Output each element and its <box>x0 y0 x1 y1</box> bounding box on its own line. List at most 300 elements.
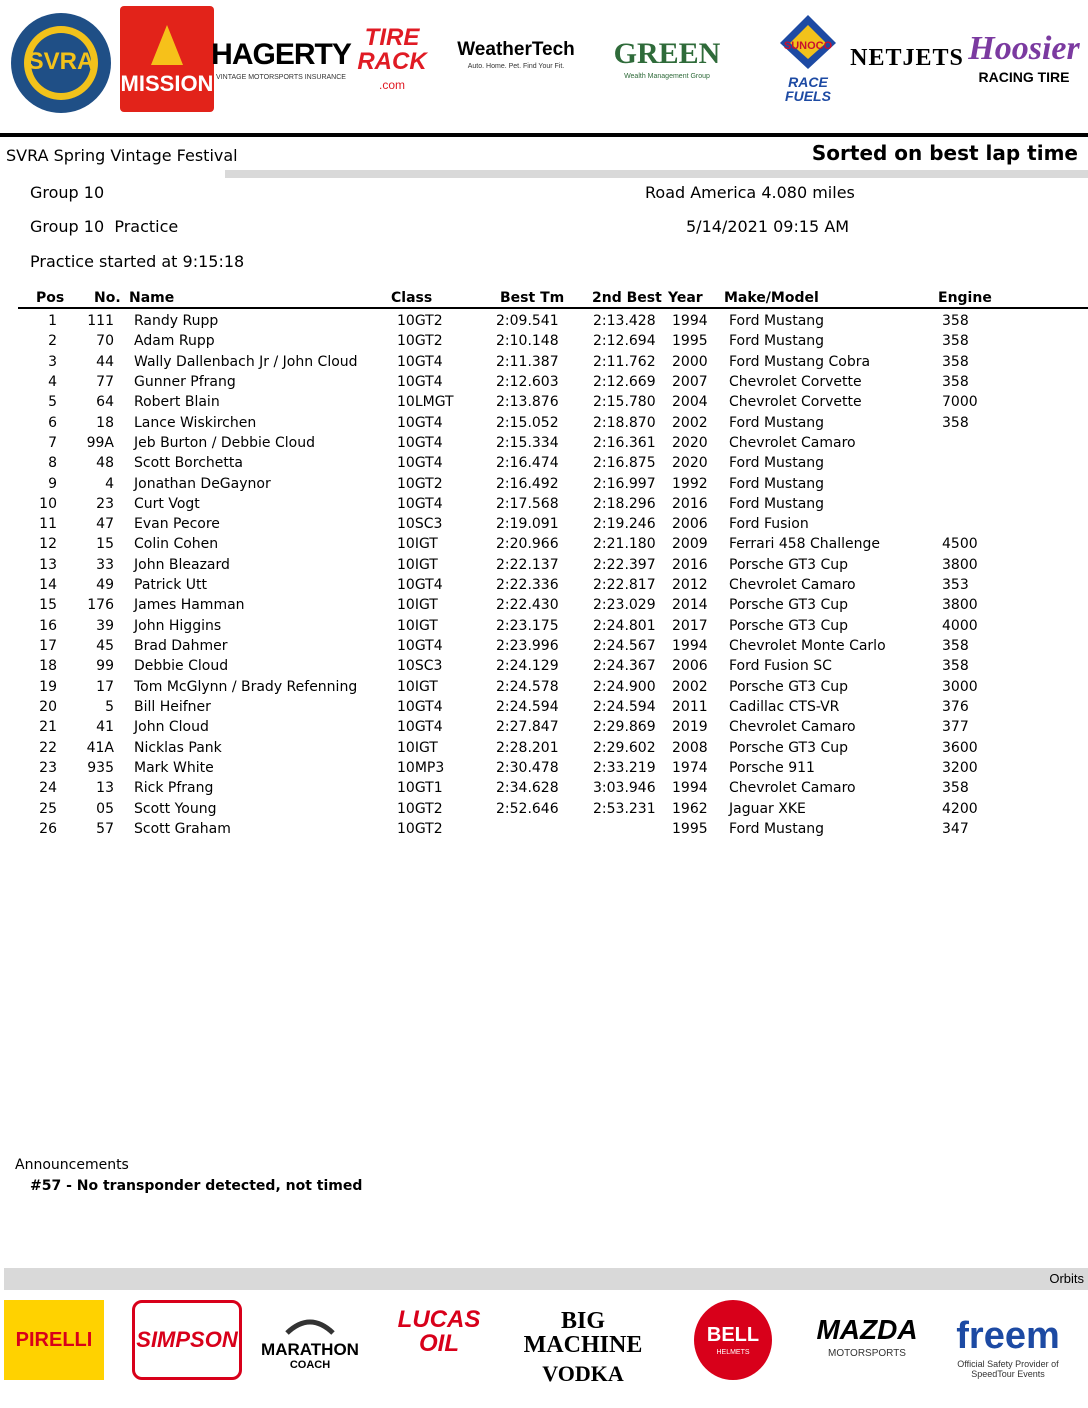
cell-best-time: 2:22.430 <box>496 597 559 614</box>
cell-pos: 16 <box>39 617 57 634</box>
table-row <box>0 738 1088 758</box>
cell-pos: 21 <box>39 719 57 736</box>
marathon-logo-caption: COACH <box>289 1359 331 1371</box>
cell-year: 2000 <box>672 353 708 370</box>
marathon-logo <box>252 1298 368 1388</box>
cell-make-model: Ferrari 458 Challenge <box>729 536 881 553</box>
cell-second-best: 2:19.246 <box>593 516 656 533</box>
cell-second-best: 2:24.567 <box>593 638 656 654</box>
cell-class: 10IGT <box>397 597 438 614</box>
table-row <box>0 717 1088 737</box>
cell-car-number: 41A <box>86 739 114 756</box>
announcements-heading: Announcements <box>15 1157 129 1173</box>
table-row <box>0 331 1088 351</box>
cell-make-model: Chevrolet Camaro <box>729 434 856 451</box>
cell-pos: 22 <box>39 739 57 756</box>
cell-driver-name: John Bleazard <box>134 556 230 573</box>
table-row <box>0 413 1088 433</box>
cell-second-best: 2:15.780 <box>593 394 656 411</box>
cell-class: 10GT4 <box>397 638 443 654</box>
cell-pos: 10 <box>39 495 57 512</box>
cell-engine: 358 <box>942 638 969 654</box>
cell-pos: 20 <box>39 698 57 715</box>
cell-pos: 8 <box>48 455 57 472</box>
cell-best-time: 2:22.137 <box>496 556 559 573</box>
cell-driver-name: Scott Young <box>134 800 217 817</box>
cell-car-number: 15 <box>96 536 114 553</box>
sort-label: Sorted on best lap time <box>811 141 1078 165</box>
table-row <box>0 575 1088 595</box>
cell-pos: 13 <box>39 556 57 573</box>
cell-driver-name: Rick Pfrang <box>134 780 214 797</box>
cell-pos: 5 <box>48 394 57 411</box>
cell-best-time: 2:30.478 <box>496 759 559 776</box>
tirerack-logo-caption: .com <box>378 78 405 92</box>
table-row <box>0 758 1088 778</box>
cell-driver-name: Brad Dahmer <box>134 638 228 654</box>
track-name: Road America 4.080 miles <box>645 183 855 202</box>
cell-best-time: 2:15.052 <box>496 414 559 431</box>
cell-second-best: 2:24.594 <box>593 698 656 715</box>
col-header-name: Name <box>129 290 175 306</box>
cell-car-number: 05 <box>96 800 114 817</box>
cell-car-number: 33 <box>96 556 114 573</box>
netjets-logo <box>850 8 964 108</box>
cell-driver-name: Evan Pecore <box>134 516 220 533</box>
col-header-engine: Engine <box>938 290 992 306</box>
table-row <box>0 311 1088 331</box>
table-row <box>0 799 1088 819</box>
cell-engine: 4000 <box>942 617 978 634</box>
cell-make-model: Chevrolet Corvette <box>729 373 862 390</box>
lucasoil-logo <box>380 1302 498 1362</box>
cell-year: 1995 <box>672 820 708 837</box>
table-row <box>0 433 1088 453</box>
cell-year: 1994 <box>672 780 708 797</box>
hagerty-logo <box>211 10 351 110</box>
cell-driver-name: Bill Heifner <box>134 698 211 715</box>
cell-pos: 18 <box>39 658 57 675</box>
cell-make-model: Ford Mustang <box>729 313 825 329</box>
cell-year: 2007 <box>672 373 708 390</box>
cell-make-model: Porsche GT3 Cup <box>729 556 848 573</box>
cell-engine: 3800 <box>942 597 978 614</box>
cell-car-number: 48 <box>96 455 114 472</box>
mission-bell-icon <box>147 23 187 67</box>
cell-engine: 7000 <box>942 394 978 411</box>
col-header-make-model: Make/Model <box>724 290 819 306</box>
green-logo-caption: Wealth Management Group <box>624 72 710 80</box>
cell-driver-name: Jonathan DeGaynor <box>134 475 271 492</box>
cell-pos: 26 <box>39 820 57 837</box>
cell-second-best: 2:24.367 <box>593 658 656 675</box>
cell-driver-name: Jeb Burton / Debbie Cloud <box>134 434 315 451</box>
cell-second-best: 2:22.397 <box>593 556 656 573</box>
bigmachine-logo-text: BIG MACHINE <box>523 1308 643 1358</box>
cell-best-time: 2:12.603 <box>496 373 559 390</box>
event-title: SVRA Spring Vintage Festival <box>6 146 238 165</box>
cell-pos: 1 <box>48 313 57 329</box>
bell-logo-text: BELL <box>706 1323 760 1346</box>
cell-engine: 3800 <box>942 556 978 573</box>
cell-second-best: 2:29.602 <box>593 739 656 756</box>
cell-make-model: Cadillac CTS-VR <box>729 698 840 715</box>
cell-car-number: 41 <box>96 719 114 736</box>
cell-year: 2011 <box>672 698 708 715</box>
cell-year: 2004 <box>672 394 708 411</box>
bottom-sponsor-strip <box>0 1292 1088 1408</box>
cell-best-time: 2:34.628 <box>496 780 559 797</box>
green-logo-text: GREEN <box>613 36 721 70</box>
cell-year: 2019 <box>672 719 708 736</box>
cell-engine: 353 <box>942 577 969 594</box>
cell-driver-name: Curt Vogt <box>134 495 200 512</box>
cell-year: 1994 <box>672 313 708 329</box>
cell-car-number: 64 <box>96 394 114 411</box>
cell-second-best: 2:33.219 <box>593 759 656 776</box>
cell-driver-name: Patrick Utt <box>134 577 208 594</box>
cell-make-model: Porsche GT3 Cup <box>729 617 848 634</box>
footer-software-label: Orbits <box>1049 1271 1084 1286</box>
cell-year: 2002 <box>672 414 708 431</box>
cell-driver-name: John Higgins <box>134 617 222 634</box>
cell-make-model: Ford Mustang Cobra <box>729 353 871 370</box>
results-table <box>0 311 1088 839</box>
table-row <box>0 474 1088 494</box>
svra-logo-text: SVRA <box>27 48 95 75</box>
cell-class: 10SC3 <box>397 658 443 675</box>
col-header-best-time: Best Tm <box>500 290 565 306</box>
cell-best-time: 2:24.594 <box>496 698 559 715</box>
cell-year: 1994 <box>672 638 708 654</box>
cell-engine: 3600 <box>942 739 978 756</box>
cell-make-model: Ford Mustang <box>729 333 825 350</box>
cell-engine: 358 <box>942 353 969 370</box>
cell-driver-name: Nicklas Pank <box>134 739 222 756</box>
cell-driver-name: John Cloud <box>134 719 209 736</box>
cell-year: 2006 <box>672 516 708 533</box>
table-row <box>0 372 1088 392</box>
weathertech-logo-text: WeatherTech <box>457 39 575 60</box>
col-header-pos: Pos <box>36 290 65 306</box>
sunoco-logo-text: SUNOCO <box>783 40 833 52</box>
cell-engine: 347 <box>942 820 969 837</box>
cell-best-time: 2:13.876 <box>496 394 559 411</box>
cell-engine: 3000 <box>942 678 978 695</box>
lucasoil-logo-text: LUCAS OIL <box>397 1306 481 1357</box>
table-row <box>0 595 1088 615</box>
hagerty-logo-text: HAGERTY <box>211 37 351 71</box>
cell-engine: 358 <box>942 313 969 329</box>
cell-class: 10IGT <box>397 739 438 756</box>
table-row <box>0 636 1088 656</box>
table-row <box>0 494 1088 514</box>
cell-engine: 3200 <box>942 759 978 776</box>
cell-make-model: Chevrolet Camaro <box>729 577 856 594</box>
cell-best-time: 2:23.996 <box>496 638 559 654</box>
cell-second-best: 2:53.231 <box>593 800 656 817</box>
cell-pos: 14 <box>39 577 57 594</box>
cell-best-time: 2:27.847 <box>496 719 559 736</box>
bell-logo <box>694 1300 772 1380</box>
table-row <box>0 819 1088 839</box>
table-row <box>0 453 1088 473</box>
tirerack-logo-text: TIRE RACK <box>357 24 427 75</box>
col-header-class: Class <box>391 290 433 306</box>
marathon-logo-text: MARATHON <box>261 1340 359 1359</box>
cell-class: 10GT4 <box>397 414 443 431</box>
cell-second-best: 2:24.900 <box>593 678 656 695</box>
mazda-logo <box>800 1302 934 1372</box>
cell-engine: 358 <box>942 414 969 431</box>
col-header-second-best: 2nd Best <box>592 290 662 306</box>
cell-make-model: Chevrolet Camaro <box>729 719 856 736</box>
cell-second-best: 2:12.669 <box>593 373 656 390</box>
tirerack-logo <box>342 14 442 104</box>
hoosier-logo <box>966 6 1082 110</box>
cell-car-number: 4 <box>105 475 114 492</box>
cell-year: 2008 <box>672 739 708 756</box>
cell-pos: 7 <box>48 434 57 451</box>
cell-pos: 2 <box>48 333 57 350</box>
table-row <box>0 778 1088 798</box>
cell-class: 10GT2 <box>397 313 443 329</box>
cell-second-best: 2:13.428 <box>593 313 656 329</box>
table-row <box>0 677 1088 697</box>
cell-pos: 17 <box>39 638 57 654</box>
cell-year: 1974 <box>672 759 708 776</box>
cell-driver-name: Tom McGlynn / Brady Refenning <box>134 678 358 695</box>
cell-year: 2016 <box>672 495 708 512</box>
weathertech-logo-caption: Auto. Home. Pet. Find Your Fit. <box>467 63 565 70</box>
cell-best-time: 2:23.175 <box>496 617 559 634</box>
cell-car-number: 13 <box>96 780 114 797</box>
cell-year: 2017 <box>672 617 708 634</box>
cell-driver-name: Robert Blain <box>134 394 220 411</box>
freem-logo-text: freem <box>956 1315 1060 1357</box>
svra-logo <box>8 4 114 122</box>
cell-engine: 4500 <box>942 536 978 553</box>
cell-class: 10GT2 <box>397 800 443 817</box>
cell-year: 2002 <box>672 678 708 695</box>
cell-class: 10GT4 <box>397 577 443 594</box>
cell-class: 10GT2 <box>397 820 443 837</box>
cell-best-time: 2:10.148 <box>496 333 559 350</box>
cell-best-time: 2:22.336 <box>496 577 559 594</box>
cell-best-time: 2:20.966 <box>496 536 559 553</box>
cell-car-number: 44 <box>96 353 114 370</box>
simpson-logo-text: SIMPSON <box>136 1327 238 1352</box>
mission-logo <box>120 6 214 112</box>
table-row <box>0 616 1088 636</box>
cell-second-best: 2:22.817 <box>593 577 656 594</box>
pirelli-logo-text: PIRELLI <box>15 1329 93 1351</box>
footer-bar <box>4 1268 1088 1290</box>
cell-class: 10IGT <box>397 617 438 634</box>
announcement-text: #57 - No transponder detected, not timed <box>30 1178 363 1194</box>
table-row <box>0 534 1088 554</box>
cell-class: 10GT4 <box>397 719 443 736</box>
cell-engine: 358 <box>942 780 969 797</box>
cell-pos: 24 <box>39 780 57 797</box>
col-header-year: Year <box>668 290 703 306</box>
cell-car-number: 45 <box>96 638 114 654</box>
cell-class: 10GT4 <box>397 698 443 715</box>
cell-driver-name: Lance Wiskirchen <box>134 414 257 431</box>
sunoco-logo-caption: RACE FUELS <box>785 74 831 104</box>
cell-second-best: 2:23.029 <box>593 597 656 614</box>
table-row <box>0 392 1088 412</box>
top-sponsor-strip <box>0 0 1088 130</box>
cell-class: 10GT1 <box>397 780 443 797</box>
column-header-divider <box>18 307 1088 309</box>
table-row <box>0 697 1088 717</box>
cell-driver-name: James Hamman <box>134 597 245 614</box>
cell-pos: 9 <box>48 475 57 492</box>
cell-make-model: Porsche GT3 Cup <box>729 597 848 614</box>
cell-best-time: 2:24.578 <box>496 678 559 695</box>
cell-second-best: 2:21.180 <box>593 536 656 553</box>
weathertech-logo <box>452 20 580 90</box>
cell-car-number: 47 <box>96 516 114 533</box>
col-header-no: No. <box>94 290 121 306</box>
cell-make-model: Ford Mustang <box>729 475 825 492</box>
top-divider <box>0 133 1088 137</box>
cell-car-number: 70 <box>96 333 114 350</box>
cell-second-best: 3:03.946 <box>593 780 656 797</box>
cell-pos: 6 <box>48 414 57 431</box>
mazda-logo-text: MAZDA <box>816 1313 918 1345</box>
cell-class: 10GT2 <box>397 475 443 492</box>
cell-year: 2012 <box>672 577 708 594</box>
cell-make-model: Chevrolet Camaro <box>729 780 856 797</box>
bell-logo-caption: HELMETS <box>716 1348 750 1356</box>
cell-second-best: 2:16.875 <box>593 455 656 472</box>
bigmachine-logo-caption: VODKA <box>542 1361 624 1386</box>
marathon-arc-icon <box>285 1315 335 1335</box>
cell-class: 10GT4 <box>397 495 443 512</box>
cell-pos: 11 <box>39 516 57 533</box>
cell-car-number: 18 <box>96 414 114 431</box>
cell-pos: 15 <box>39 597 57 614</box>
session-label: Group 10 Practice <box>30 217 179 236</box>
cell-second-best: 2:29.869 <box>593 719 656 736</box>
cell-car-number: 99 <box>96 658 114 675</box>
cell-best-time: 2:19.091 <box>496 516 559 533</box>
cell-driver-name: Scott Borchetta <box>134 455 243 472</box>
pirelli-logo <box>4 1300 104 1380</box>
cell-car-number: 39 <box>96 617 114 634</box>
cell-make-model: Chevrolet Monte Carlo <box>729 638 886 654</box>
cell-class: 10GT4 <box>397 455 443 472</box>
cell-car-number: 176 <box>87 597 114 614</box>
hoosier-logo-caption: RACING TIRE <box>978 69 1070 85</box>
cell-car-number: 49 <box>96 577 114 594</box>
cell-make-model: Porsche GT3 Cup <box>729 678 848 695</box>
cell-class: 10GT4 <box>397 353 443 370</box>
cell-car-number: 5 <box>105 698 114 715</box>
cell-driver-name: Scott Graham <box>134 820 231 837</box>
cell-driver-name: Randy Rupp <box>134 313 219 329</box>
bigmachine-logo <box>512 1300 654 1394</box>
cell-pos: 25 <box>39 800 57 817</box>
cell-best-time: 2:16.474 <box>496 455 559 472</box>
cell-car-number: 17 <box>96 678 114 695</box>
mission-logo-text: MISSION <box>120 71 214 96</box>
cell-engine: 358 <box>942 333 969 350</box>
header-shade-bar <box>225 170 1088 178</box>
cell-best-time: 2:24.129 <box>496 658 559 675</box>
cell-engine: 358 <box>942 373 969 390</box>
cell-driver-name: Colin Cohen <box>134 536 219 553</box>
cell-engine: 376 <box>942 698 969 715</box>
cell-make-model: Ford Mustang <box>729 820 825 837</box>
cell-class: 10GT2 <box>397 333 443 350</box>
cell-class: 10IGT <box>397 536 438 553</box>
cell-second-best: 2:16.361 <box>593 434 656 451</box>
cell-car-number: 57 <box>96 820 114 837</box>
cell-class: 10IGT <box>397 678 438 695</box>
cell-pos: 23 <box>39 759 57 776</box>
cell-class: 10LMGT <box>397 394 454 411</box>
table-row <box>0 656 1088 676</box>
cell-driver-name: Adam Rupp <box>134 333 215 350</box>
table-row <box>0 514 1088 534</box>
cell-year: 1962 <box>672 800 708 817</box>
cell-year: 2014 <box>672 597 708 614</box>
cell-engine: 358 <box>942 658 969 675</box>
cell-class: 10MP3 <box>397 759 445 776</box>
cell-pos: 4 <box>48 373 57 390</box>
group-label: Group 10 <box>30 183 105 202</box>
cell-make-model: Ford Mustang <box>729 495 825 512</box>
cell-pos: 19 <box>39 678 57 695</box>
cell-make-model: Porsche 911 <box>729 759 815 776</box>
cell-best-time: 2:17.568 <box>496 495 559 512</box>
cell-best-time: 2:15.334 <box>496 434 559 451</box>
sunoco-logo <box>772 6 844 110</box>
session-datetime: 5/14/2021 09:15 AM <box>686 217 850 236</box>
mazda-logo-caption: MOTORSPORTS <box>828 1347 906 1359</box>
cell-year: 2020 <box>672 434 708 451</box>
cell-make-model: Chevrolet Corvette <box>729 394 862 411</box>
freem-logo <box>932 1300 1084 1396</box>
freem-logo-caption: Official Safety Provider of SpeedTour Events <box>957 1359 1059 1379</box>
cell-year: 2020 <box>672 455 708 472</box>
cell-make-model: Ford Mustang <box>729 414 825 431</box>
cell-best-time: 2:16.492 <box>496 475 559 492</box>
cell-best-time: 2:11.387 <box>496 353 559 370</box>
cell-driver-name: Mark White <box>134 759 214 776</box>
cell-class: 10IGT <box>397 556 438 573</box>
cell-year: 1992 <box>672 475 708 492</box>
cell-car-number: 77 <box>96 373 114 390</box>
cell-make-model: Porsche GT3 Cup <box>729 739 848 756</box>
cell-make-model: Ford Fusion <box>729 516 809 533</box>
cell-year: 2016 <box>672 556 708 573</box>
cell-make-model: Jaguar XKE <box>729 800 806 817</box>
cell-class: 10GT4 <box>397 434 443 451</box>
simpson-logo <box>132 1300 242 1380</box>
cell-pos: 3 <box>48 353 57 370</box>
cell-class: 10SC3 <box>397 516 443 533</box>
cell-best-time: 2:52.646 <box>496 800 559 817</box>
cell-make-model: Ford Mustang <box>729 455 825 472</box>
cell-car-number: 935 <box>87 759 114 776</box>
cell-driver-name: Gunner Pfrang <box>134 373 236 390</box>
cell-driver-name: Debbie Cloud <box>134 658 229 675</box>
hoosier-logo-text: Hoosier <box>968 30 1080 67</box>
